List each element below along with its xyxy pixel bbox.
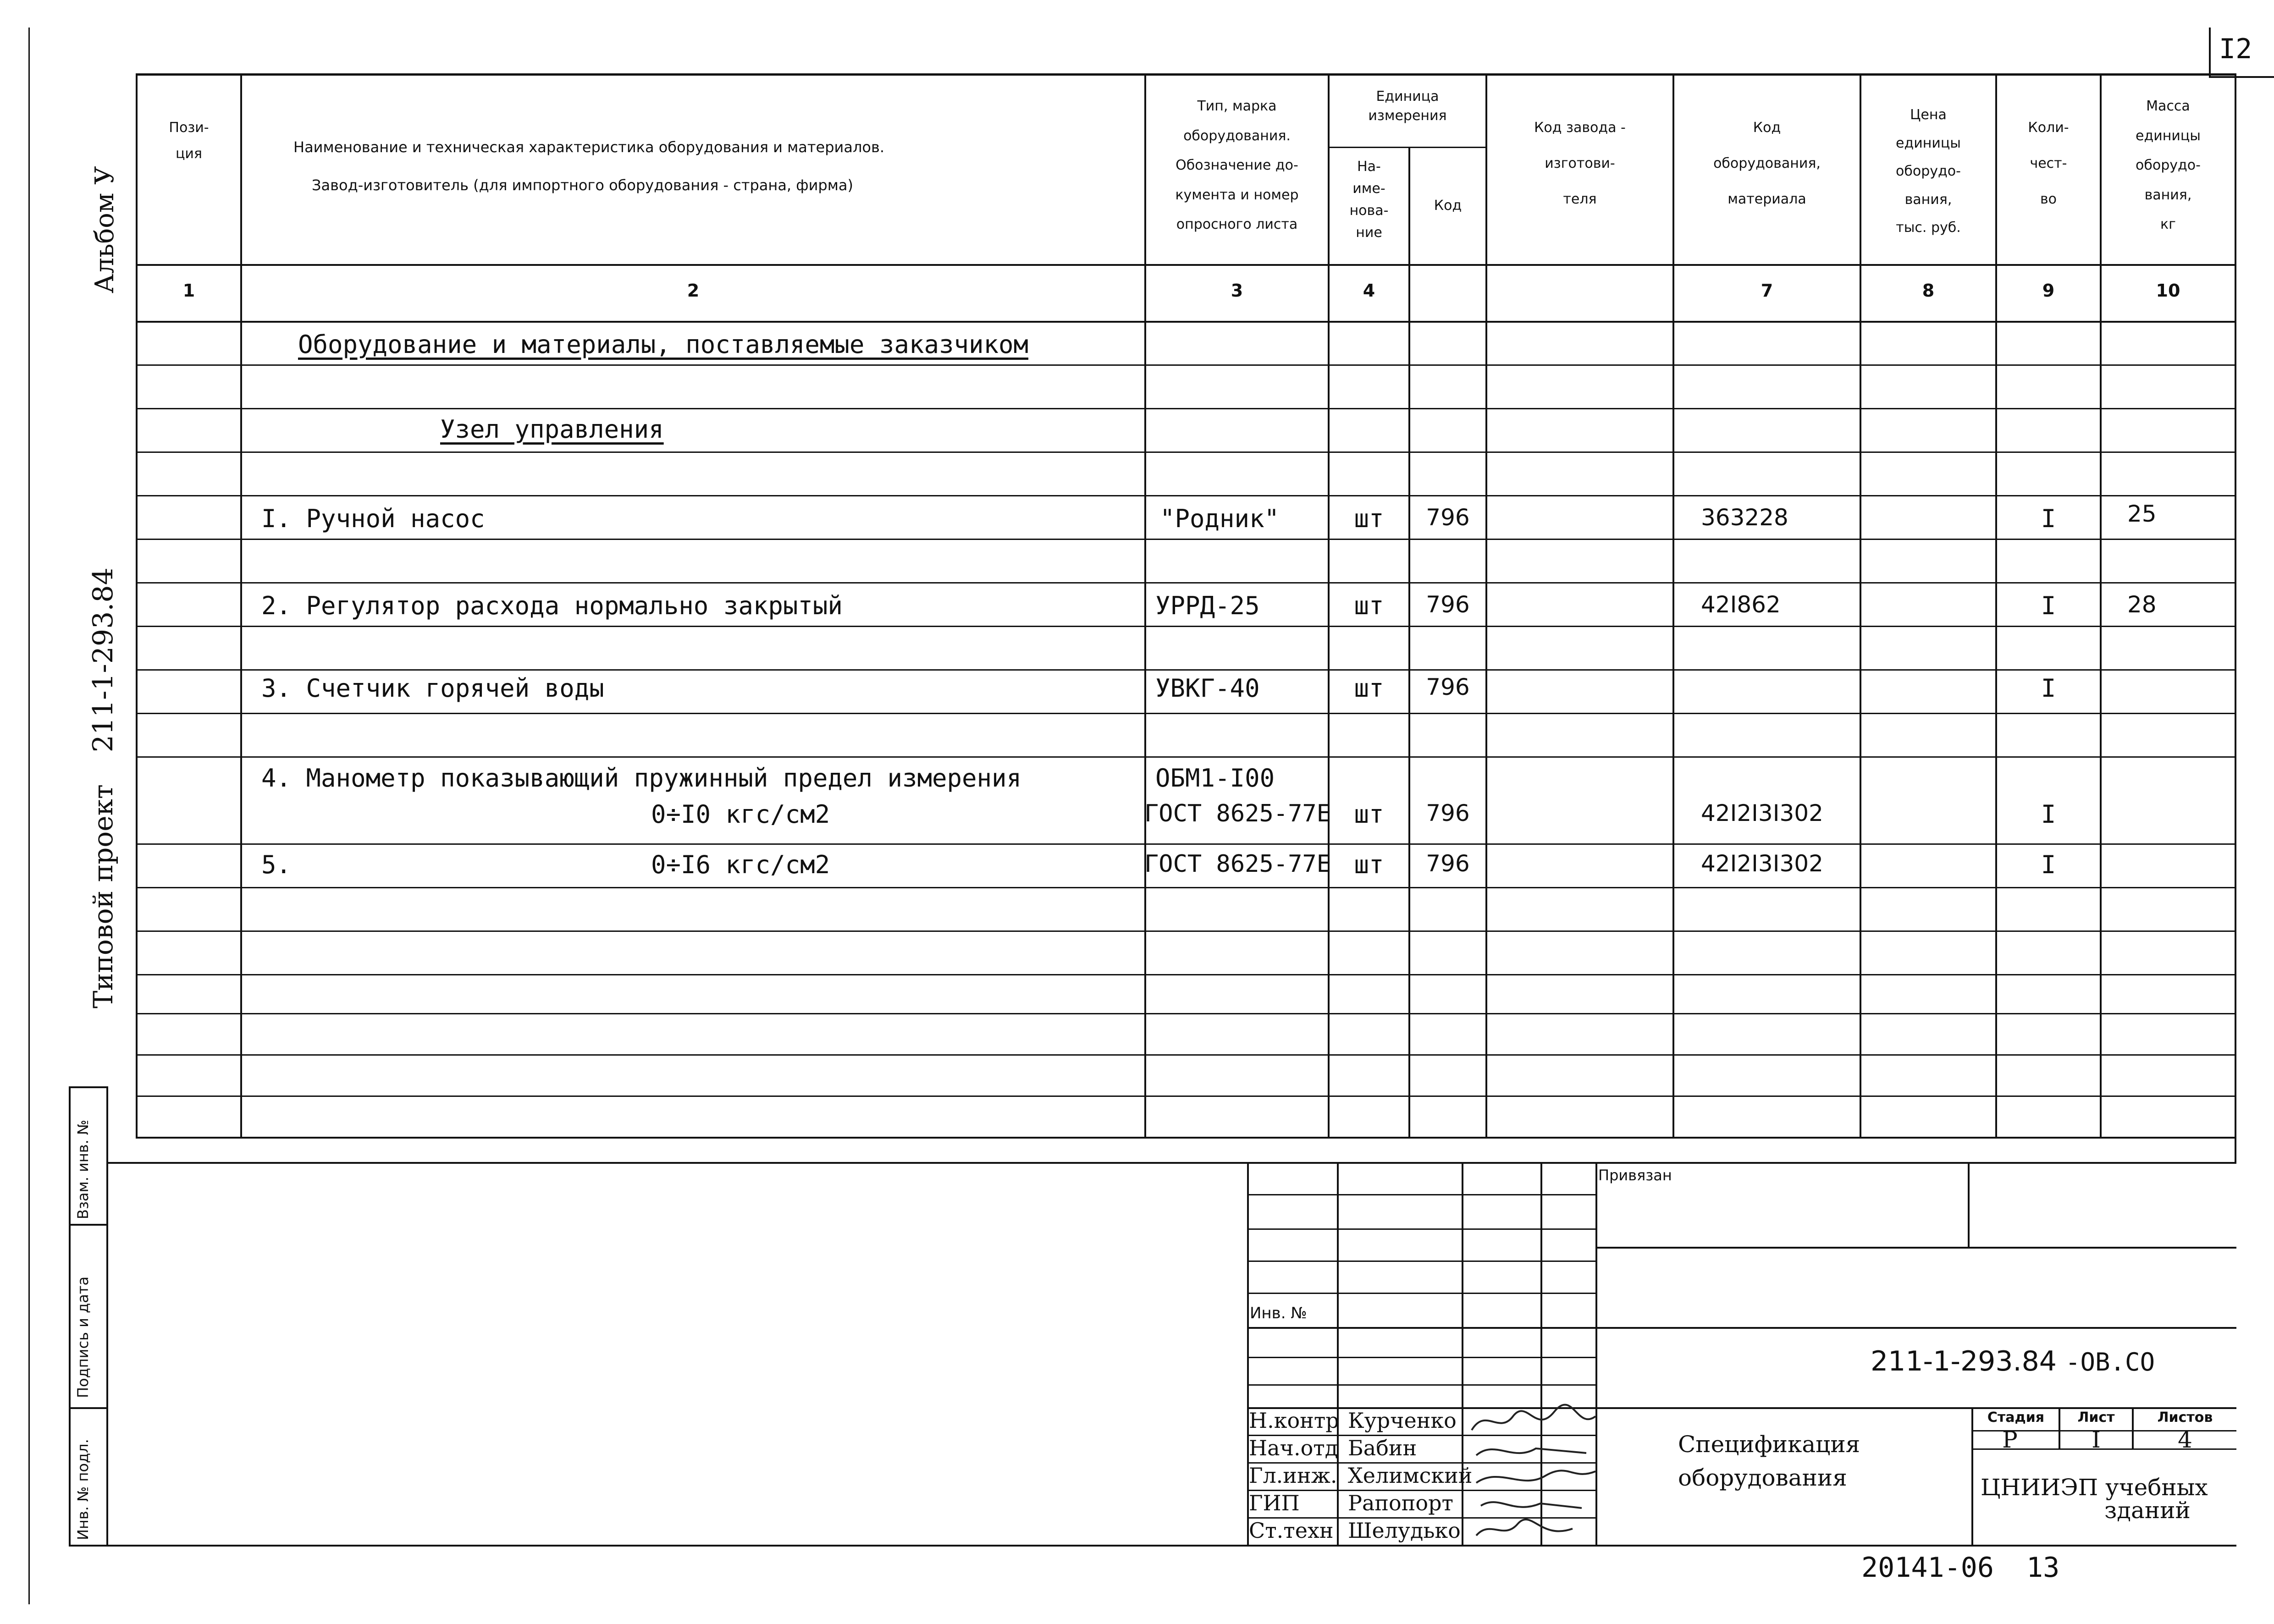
row-1-mass: 25 — [2127, 501, 2157, 527]
row-4b-unit-code: 796 — [1426, 800, 1470, 826]
header-price: Цена единицы оборудо- вания, тыс. руб. — [1896, 107, 1961, 236]
section-title: Оборудование и материалы, поставляемые заказчиком — [298, 330, 1029, 359]
row-2-type: УРРД-25 — [1155, 591, 1260, 620]
header-maker-code: Код завода - изготови- теля — [1534, 120, 1626, 207]
sheet-value: I — [2092, 1426, 2101, 1453]
row-4-name: 4. Манометр показывающий пружинный предел измерения — [261, 764, 1022, 793]
page-number: 13 — [2026, 1552, 2060, 1584]
row-4b-type: ГОСТ 8625-77Е — [1144, 800, 1331, 827]
side-project-label: Типовой проект 211-1-293.84 — [87, 567, 119, 1008]
side-podpis-data: Подпись и дата — [74, 1276, 92, 1398]
row-2-mass: 28 — [2127, 591, 2157, 618]
col-number-9: 9 — [2042, 281, 2055, 301]
col-number-10: 10 — [2156, 281, 2180, 301]
stage-label: Стадия — [1987, 1409, 2045, 1426]
header-equip-code: Код оборудования, материала — [1713, 120, 1821, 207]
col-number-2: 2 — [687, 281, 700, 301]
row-5-range: 0÷I6 кгс/см2 — [651, 850, 830, 879]
row-4b-unit: шт — [1354, 800, 1384, 829]
row-4-type: ОБМ1-I00 — [1155, 764, 1275, 793]
organization: ЦНИИЭП учебных зданий — [1981, 1474, 2208, 1524]
document-code: 211-1-293.84 -ОВ.СО — [1871, 1345, 2155, 1377]
side-album-label: Альбом У — [90, 166, 120, 293]
row-1-equip-code: 363228 — [1701, 504, 1788, 531]
sheets-label: Листов — [2157, 1409, 2213, 1426]
role-st-tekhn: Ст.техн — [1249, 1518, 1334, 1543]
sheet-corner-number: I2 — [2219, 33, 2252, 65]
row-4b-range: 0÷I0 кгс/см2 — [651, 800, 830, 829]
side-vzam-inv: Взам. инв. № — [74, 1119, 92, 1219]
row-5-type: ГОСТ 8625-77Е — [1144, 850, 1331, 878]
header-unit-code: Код — [1434, 198, 1462, 214]
row-3-type: УВКГ-40 — [1155, 674, 1260, 703]
row-5-name: 5. — [261, 850, 292, 879]
row-2-equip-code: 42I862 — [1701, 591, 1781, 618]
role-gl-inzh: Гл.инж. — [1249, 1463, 1337, 1488]
subsection-title: Узел управления — [440, 415, 664, 444]
col-number-1: 1 — [182, 281, 195, 301]
header-type: Тип, марка оборудования. Обозначение до- кумента и номер опросного листа — [1175, 98, 1299, 232]
header-quantity: Коли- чест- во — [2028, 120, 2069, 207]
archive-number: 20141-06 — [1861, 1552, 1994, 1584]
row-3-unit-code: 796 — [1426, 674, 1470, 700]
sheet-label: Лист — [2077, 1409, 2115, 1426]
row-4b-equip-code: 42I2I3I302 — [1701, 800, 1823, 826]
row-1-type: "Родник" — [1160, 504, 1280, 533]
role-gip: ГИП — [1249, 1491, 1300, 1515]
row-4b-qty: I — [2041, 800, 2056, 829]
row-5-unit-code: 796 — [1426, 850, 1470, 877]
inv-no-label: Инв. № — [1250, 1304, 1307, 1322]
col-number-7: 7 — [1761, 281, 1773, 301]
name-sheludko: Шелудько — [1348, 1518, 1461, 1543]
stage-value: Р — [2002, 1426, 2018, 1453]
col-number-3: 3 — [1231, 281, 1243, 301]
row-1-unit: шт — [1354, 504, 1384, 533]
role-nach-otd: Нач.отд — [1249, 1436, 1338, 1460]
row-1-name: I. Ручной насос — [261, 504, 485, 533]
row-2-qty: I — [2041, 591, 2056, 620]
doc-title: Спецификация оборудования — [1678, 1431, 1860, 1491]
col-number-4: 4 — [1363, 281, 1375, 301]
row-5-unit: шт — [1354, 850, 1384, 879]
sheets-value: 4 — [2178, 1426, 2192, 1453]
name-babin: Бабин — [1348, 1436, 1417, 1460]
name-kurchenko: Курченко — [1348, 1408, 1457, 1433]
role-n-kontr: Н.контр — [1249, 1408, 1339, 1433]
name-khelimsky: Хелимский — [1348, 1463, 1473, 1488]
row-3-unit: шт — [1354, 674, 1384, 703]
header-unit-name: На- име- нова- ние — [1349, 159, 1389, 241]
row-1-unit-code: 796 — [1426, 504, 1470, 531]
row-5-qty: I — [2041, 850, 2056, 879]
header-name: Наименование и техническая характеристика оборудования и материалов. Завод-изготовитель (для импортного оборудования - страна, фирма) — [293, 138, 884, 194]
name-rapoport: Рапопорт — [1348, 1491, 1453, 1515]
row-3-name: 3. Счетчик горячей воды — [261, 674, 604, 703]
header-mass: Масса единицы оборудо- вания, кг — [2136, 98, 2201, 232]
row-3-qty: I — [2041, 674, 2056, 703]
privyazan-label: Привязан — [1598, 1167, 1672, 1184]
header-position: Пози- ция — [169, 120, 209, 162]
side-inv-podl: Инв. № подл. — [74, 1439, 92, 1540]
row-2-unit-code: 796 — [1426, 591, 1470, 618]
row-2-name: 2. Регулятор расхода нормально закрытый — [261, 591, 843, 620]
row-2-unit: шт — [1354, 591, 1384, 620]
row-1-qty: I — [2041, 504, 2056, 533]
signatures — [1467, 1403, 1605, 1545]
row-5-equip-code: 42I2I3I302 — [1701, 850, 1823, 877]
header-unit: Единица измерения — [1368, 88, 1447, 124]
col-number-8: 8 — [1922, 281, 1935, 301]
